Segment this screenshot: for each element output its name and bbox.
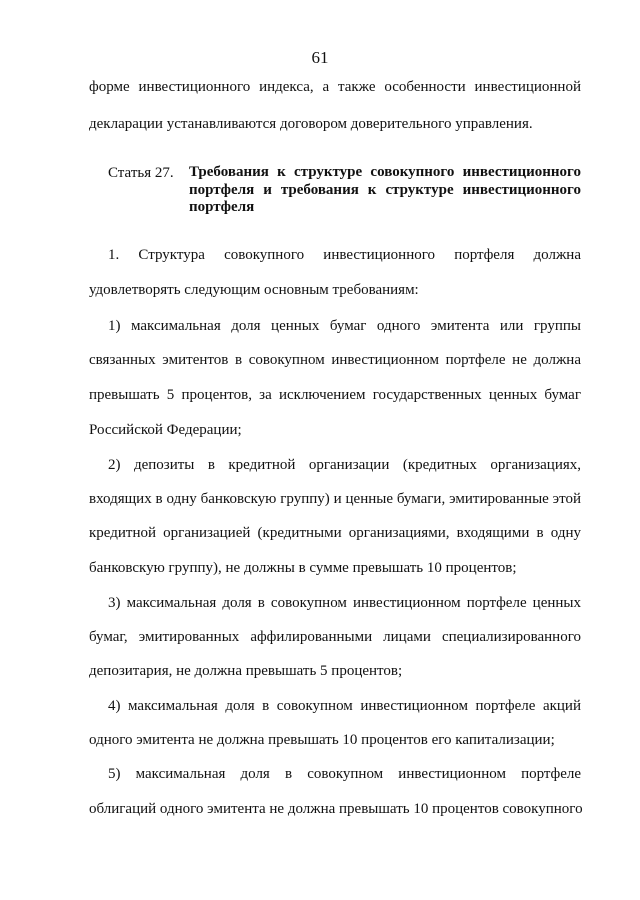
body-line: 5) максимальная доля в совокупном инвестиционном портфеле — [108, 766, 581, 782]
body-line: банковскую группу), не должны в сумме превышать 10 процентов; — [89, 560, 517, 576]
intro-line: форме инвестиционного индекса, а также особенности инвестиционной — [89, 79, 581, 95]
body-line: 1. Структура совокупного инвестиционного портфеля должна — [108, 247, 581, 263]
page-number: 61 — [311, 48, 329, 67]
article-title-line: Требования к структуре совокупного инвестиционного — [189, 164, 581, 180]
body-line: входящих в одну банковскую группу) и ценные бумаги, эмитированные этой — [89, 491, 581, 507]
article-label: Статья 27. — [108, 165, 174, 181]
article-title-line: портфеля — [189, 199, 255, 215]
body-line: депозитария, не должна превышать 5 процентов; — [89, 663, 403, 679]
body-line: превышать 5 процентов, за исключением государственных ценных бумаг — [89, 387, 581, 403]
body-line: связанных эмитентов в совокупном инвестиционном портфеле не должна — [89, 352, 581, 368]
article-title-line: портфеля и требования к структуре инвестиционного — [189, 182, 581, 198]
body-line: 4) максимальная доля в совокупном инвестиционном портфеле акций — [108, 698, 581, 714]
body-line: кредитной организацией (кредитными организациями, входящими в одну — [89, 525, 581, 541]
intro-line: декларации устанавливаются договором доверительного управления. — [89, 116, 533, 132]
body-line: Российской Федерации; — [89, 422, 242, 438]
body-line: 3) максимальная доля в совокупном инвестиционном портфеле ценных — [108, 595, 581, 611]
body-line: 1) максимальная доля ценных бумаг одного эмитента или группы — [108, 318, 581, 334]
body-line: удовлетворять следующим основным требованиям: — [89, 282, 419, 298]
body-line: бумаг, эмитированных аффилированными лицами специализированного — [89, 629, 581, 645]
body-line: одного эмитента не должна превышать 10 процентов его капитализации; — [89, 732, 555, 748]
body-line: облигаций одного эмитента не должна превышать 10 процентов совокупного — [89, 801, 583, 817]
body-line: 2) депозиты в кредитной организации (кредитных организациях, — [108, 457, 581, 473]
